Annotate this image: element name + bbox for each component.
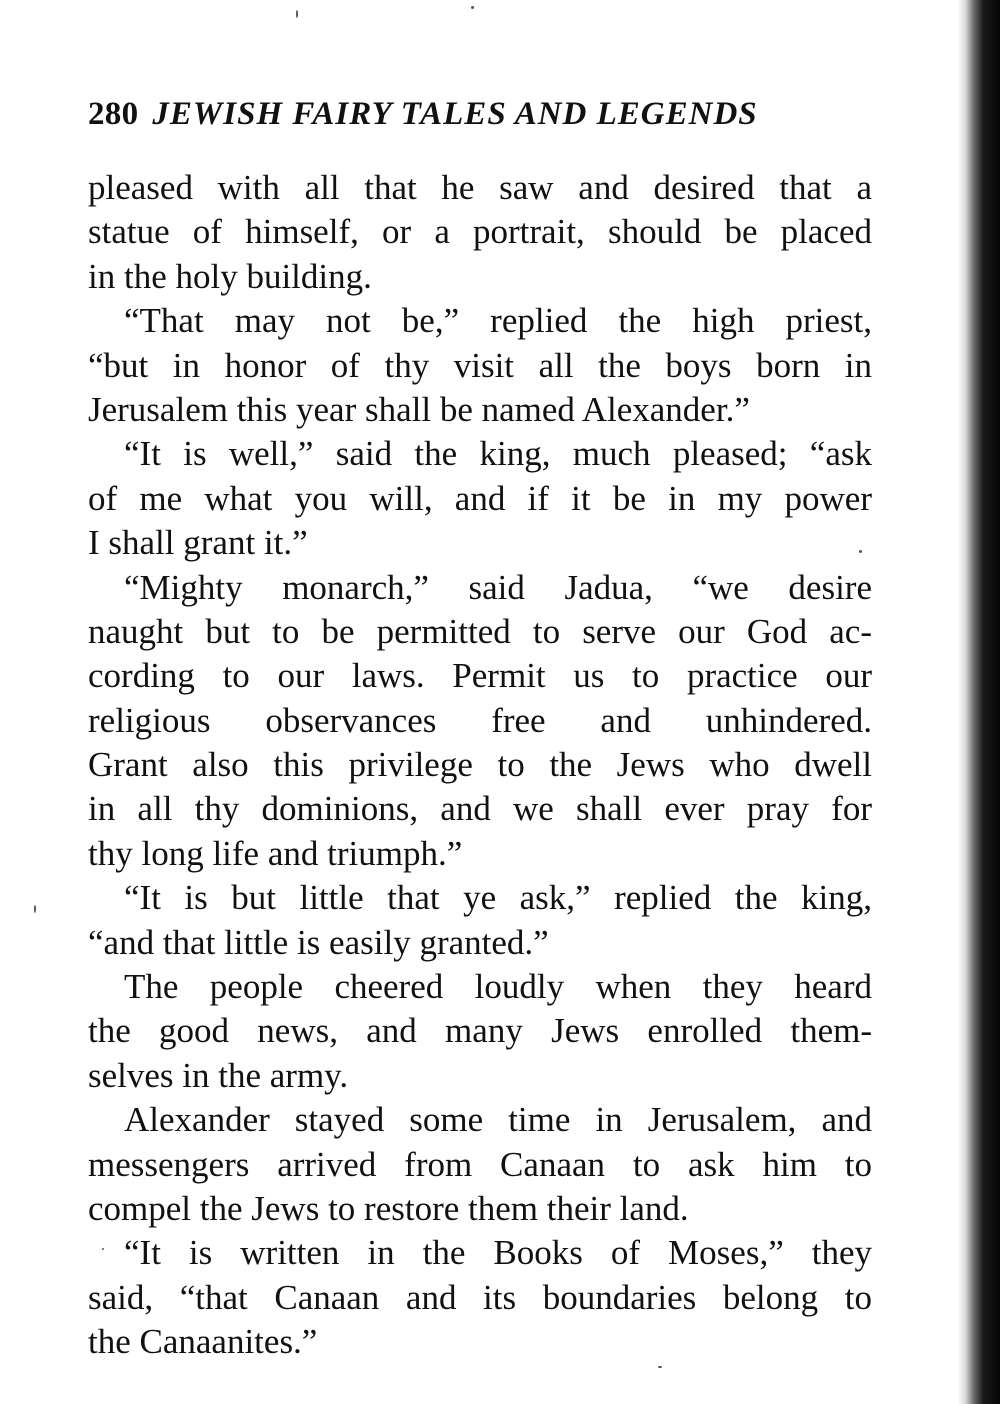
page-number: 280 [88,96,139,132]
scan-binding-shadow [958,0,1000,1404]
scan-speck [296,10,298,18]
text-line: selves in the army. [88,1055,349,1095]
body-text [88,166,872,1365]
text-line: in all thy dominions, and we shall ever pray for [88,789,872,829]
text-line: Alexander stayed some time in Jerusalem, and [124,1100,872,1140]
running-head [88,92,888,136]
text-line: the Canaanites.” [88,1322,318,1362]
text-line: Jerusalem this year shall be named Alexander.” [88,389,750,429]
text-line: Grant also this privilege to the Jews who dwell [88,745,872,785]
text-line: statue of himself, or a portrait, should be placed [88,212,872,252]
text-line: “and that little is easily granted.” [88,922,549,962]
text-line: “It is written in the Books of Moses,” they [124,1233,872,1273]
text-line: “Mighty monarch,” said Jadua, “we desire [124,567,872,607]
text-line: The people cheered loudly when they heard [124,967,872,1007]
text-line: in the holy building. [88,256,372,296]
text-line: thy long life and triumph.” [88,833,463,873]
book-title: JEWISH FAIRY TALES AND LEGENDS [152,96,758,132]
scan-speck [859,550,862,553]
scan-speck [102,1248,104,1250]
text-line: cording to our laws. Permit us to practice our [88,656,872,696]
scan-speck [34,905,36,913]
text-line: “It is well,” said the king, much pleased; “ask [124,434,872,474]
text-line: religious observances free and unhindered. [88,700,872,740]
text-line: “but in honor of thy visit all the boys born in [88,345,872,385]
text-line: I shall grant it.” [88,523,308,563]
text-line: said, “that Canaan and its boundaries belong to [88,1277,872,1317]
text-line: of me what you will, and if it be in my power [88,478,872,518]
scan-speck [471,6,474,9]
text-line: pleased with all that he saw and desired that a [88,168,872,207]
text-line: compel the Jews to restore them their land. [88,1188,689,1228]
text-line: the good news, and many Jews enrolled them- [88,1011,872,1051]
scan-speck [658,1366,662,1368]
text-line: messengers arrived from Canaan to ask him to [88,1144,872,1184]
text-line: “That may not be,” replied the high priest, [124,301,872,341]
text-line: naught but to be permitted to serve our God ac- [88,611,872,651]
text-line: “It is but little that ye ask,” replied the king, [124,878,872,918]
